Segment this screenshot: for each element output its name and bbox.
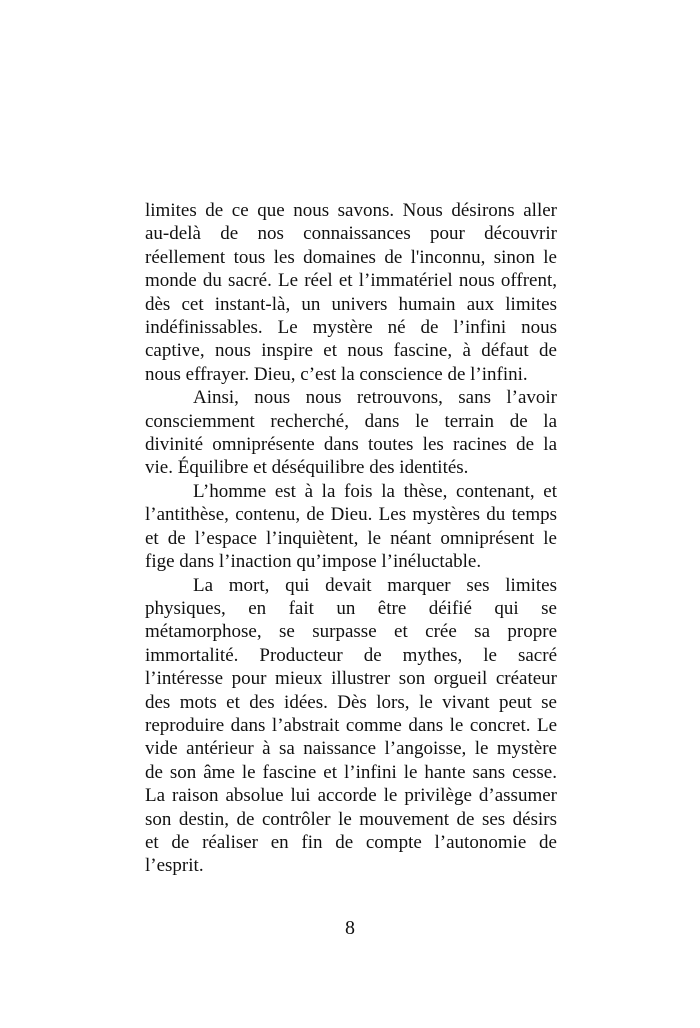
paragraph-2 bbox=[145, 386, 557, 480]
text-line: au-delà de nos connaissances pour découvrir bbox=[145, 223, 557, 245]
text-line: reproduire dans l’abstrait comme dans le concret. Le bbox=[145, 714, 557, 736]
text-line: des mots et des idées. Dès lors, le vivant peut se bbox=[145, 691, 557, 713]
body-text bbox=[145, 199, 557, 878]
text-line: de son âme le fascine et l’infini le hante sans cesse. bbox=[145, 761, 557, 783]
text-line: nous effrayer. Dieu, c’est la conscience de l’infini. bbox=[145, 363, 528, 385]
text-line: La mort, qui devait marquer ses limites bbox=[193, 574, 557, 596]
text-line: immortalité. Producteur de mythes, le sacré bbox=[145, 644, 557, 666]
text-line: indéfinissables. Le mystère né de l’infini nous bbox=[145, 317, 557, 339]
paragraph-4 bbox=[145, 574, 557, 878]
text-line: et de réaliser en fin de compte l’autonomie de bbox=[145, 831, 557, 853]
text-line: L’homme est à la fois la thèse, contenant, et bbox=[193, 480, 557, 502]
text-line: vide antérieur à sa naissance l’angoisse, le mystère bbox=[145, 738, 557, 760]
text-line: monde du sacré. Le réel et l’immatériel nous offrent, bbox=[145, 270, 557, 292]
text-line: fige dans l’inaction qu’impose l’inéluctable. bbox=[145, 551, 482, 573]
text-line: vie. Équilibre et déséquilibre des identités. bbox=[145, 457, 469, 479]
text-line: dès cet instant-là, un univers humain aux limites bbox=[145, 293, 557, 315]
text-line: son destin, de contrôler le mouvement de ses désirs bbox=[145, 808, 557, 830]
text-line: réellement tous les domaines de l'inconnu, sinon le bbox=[145, 246, 557, 268]
text-line: limites de ce que nous savons. Nous désirons aller bbox=[145, 200, 557, 221]
text-line: Ainsi, nous nous retrouvons, sans l’avoir bbox=[193, 387, 557, 409]
text-line: l’esprit. bbox=[145, 855, 204, 877]
text-line: captive, nous inspire et nous fascine, à défaut de bbox=[145, 340, 557, 362]
paragraph-3 bbox=[145, 480, 557, 574]
text-line: consciemment recherché, dans le terrain de la bbox=[145, 410, 557, 432]
text-line: physiques, en fait un être déifié qui se bbox=[145, 597, 557, 619]
paragraph-1 bbox=[145, 199, 557, 386]
text-line: l’antithèse, contenu, de Dieu. Les mystères du temps bbox=[145, 504, 557, 526]
text-line: l’intéresse pour mieux illustrer son orgueil créateur bbox=[145, 668, 557, 690]
text-line: et de l’espace l’inquiètent, le néant omniprésent le bbox=[145, 527, 557, 549]
text-line: La raison absolue lui accorde le privilège d’assumer bbox=[145, 785, 557, 807]
page-number: 8 bbox=[345, 917, 355, 939]
text-line: métamorphose, se surpasse et crée sa propre bbox=[145, 621, 557, 643]
text-line: divinité omniprésente dans toutes les racines de la bbox=[145, 434, 557, 456]
